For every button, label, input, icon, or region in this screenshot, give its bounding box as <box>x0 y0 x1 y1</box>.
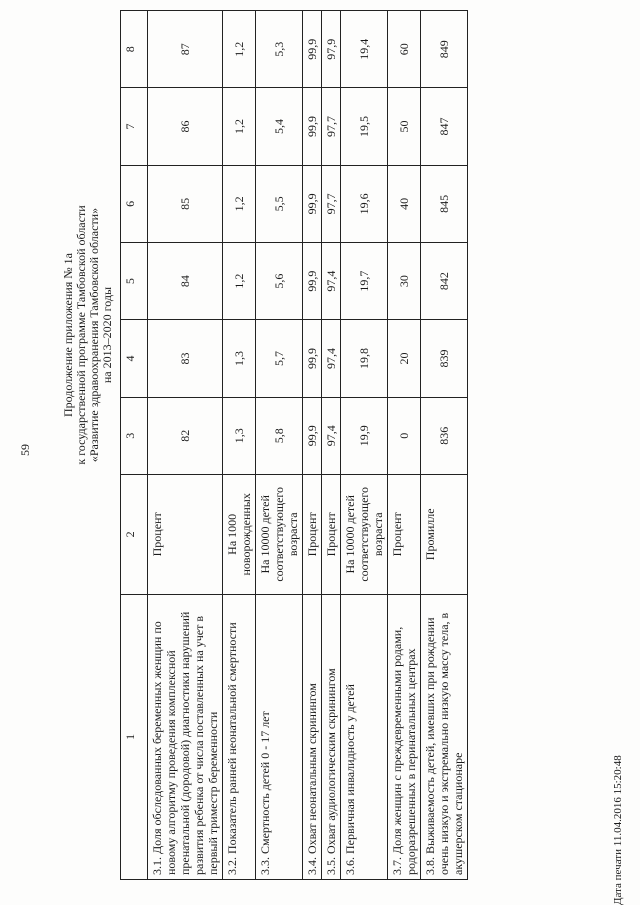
value-cell: 1,2 <box>223 88 256 165</box>
value-cell: 97,7 <box>322 88 341 165</box>
value-cell: 839 <box>421 320 468 397</box>
indicator-name: 3.1. Доля обследованных беременных женщин по новому алгоритму проведения комплексной пренатальной (дородовой) диагностики нарушений развития ребенка от числа поставленных на учет в первый триместр беременности <box>148 594 223 879</box>
value-cell: 1,2 <box>223 242 256 319</box>
table-row <box>388 11 421 880</box>
header-line-4: на 2013–2020 годы <box>100 286 114 384</box>
print-date: Дата печати 11.04.2016 15:20:48 <box>612 755 624 905</box>
column-header: 6 <box>121 165 148 242</box>
unit-cell: Процент <box>322 474 341 594</box>
unit-cell: Процент <box>148 474 223 594</box>
indicator-name: 3.3. Смертность детей 0 - 17 лет <box>256 594 303 879</box>
column-header: 1 <box>121 594 148 879</box>
value-cell: 19,5 <box>341 88 388 165</box>
column-header: 4 <box>121 320 148 397</box>
value-cell: 845 <box>421 165 468 242</box>
value-cell: 99,9 <box>303 88 322 165</box>
value-cell: 847 <box>421 88 468 165</box>
indicators-table <box>120 10 468 880</box>
indicator-name: 3.4. Охват неонатальным скринингом <box>303 594 322 879</box>
page-number: 59 <box>18 444 32 456</box>
unit-cell: На 10000 детей соответствующего возраста <box>256 474 303 594</box>
value-cell: 849 <box>421 11 468 88</box>
unit-cell: Промилле <box>421 474 468 594</box>
value-cell: 82 <box>148 397 223 474</box>
value-cell: 97,4 <box>322 320 341 397</box>
value-cell: 85 <box>148 165 223 242</box>
value-cell: 19,4 <box>341 11 388 88</box>
value-cell: 5,7 <box>256 320 303 397</box>
value-cell: 0 <box>388 397 421 474</box>
value-cell: 1,2 <box>223 165 256 242</box>
value-cell: 5,8 <box>256 397 303 474</box>
value-cell: 84 <box>148 242 223 319</box>
table-row <box>256 11 303 880</box>
value-cell: 99,9 <box>303 165 322 242</box>
value-cell: 50 <box>388 88 421 165</box>
indicator-name: 3.7. Доля женщин с преждевременными родами, родоразрешенных в перинатальных центрах <box>388 594 421 879</box>
value-cell: 99,9 <box>303 320 322 397</box>
value-cell: 5,3 <box>256 11 303 88</box>
value-cell: 97,4 <box>322 242 341 319</box>
value-cell: 99,9 <box>303 242 322 319</box>
value-cell: 99,9 <box>303 11 322 88</box>
value-cell: 40 <box>388 165 421 242</box>
appendix-header <box>62 95 114 575</box>
value-cell: 97,7 <box>322 165 341 242</box>
header-line-3: «Развитие здравоохранения Тамбовской области» <box>87 207 101 463</box>
value-cell: 19,6 <box>341 165 388 242</box>
unit-cell: Процент <box>388 474 421 594</box>
value-cell: 83 <box>148 320 223 397</box>
table-row <box>421 11 468 880</box>
value-cell: 842 <box>421 242 468 319</box>
value-cell: 836 <box>421 397 468 474</box>
value-cell: 5,4 <box>256 88 303 165</box>
table-row <box>322 11 341 880</box>
unit-cell: Процент <box>303 474 322 594</box>
indicator-name: 3.5. Охват аудиологическим скринингом <box>322 594 341 879</box>
table-row <box>223 11 256 880</box>
value-cell: 97,4 <box>322 397 341 474</box>
value-cell: 5,5 <box>256 165 303 242</box>
value-cell: 19,7 <box>341 242 388 319</box>
indicator-name: 3.2. Показатель ранней неонатальной смертности <box>223 594 256 879</box>
value-cell: 30 <box>388 242 421 319</box>
table-header-row <box>121 11 148 880</box>
indicator-name: 3.8. Выживаемость детей, имевших при рождении очень низкую и экстремально низкую массу тела, в акушерском стационаре <box>421 594 468 879</box>
value-cell: 87 <box>148 11 223 88</box>
value-cell: 19,9 <box>341 397 388 474</box>
column-header: 3 <box>121 397 148 474</box>
value-cell: 20 <box>388 320 421 397</box>
value-cell: 1,3 <box>223 320 256 397</box>
table-row <box>341 11 388 880</box>
value-cell: 1,3 <box>223 397 256 474</box>
value-cell: 86 <box>148 88 223 165</box>
column-header: 8 <box>121 11 148 88</box>
indicator-name: 3.6. Первичная инвалидность у детей <box>341 594 388 879</box>
table-row <box>148 11 223 880</box>
unit-cell: На 10000 детей соответствующего возраста <box>341 474 388 594</box>
value-cell: 97,9 <box>322 11 341 88</box>
unit-cell: На 1000 новорожденных <box>223 474 256 594</box>
header-line-1: Продолжение приложения № 1а <box>61 253 75 418</box>
column-header: 5 <box>121 242 148 319</box>
column-header: 2 <box>121 474 148 594</box>
column-header: 7 <box>121 88 148 165</box>
value-cell: 1,2 <box>223 11 256 88</box>
value-cell: 60 <box>388 11 421 88</box>
value-cell: 99,9 <box>303 397 322 474</box>
header-line-2: к государственной программе Тамбовской области <box>74 205 88 465</box>
value-cell: 5,6 <box>256 242 303 319</box>
value-cell: 19,8 <box>341 320 388 397</box>
table-row <box>303 11 322 880</box>
